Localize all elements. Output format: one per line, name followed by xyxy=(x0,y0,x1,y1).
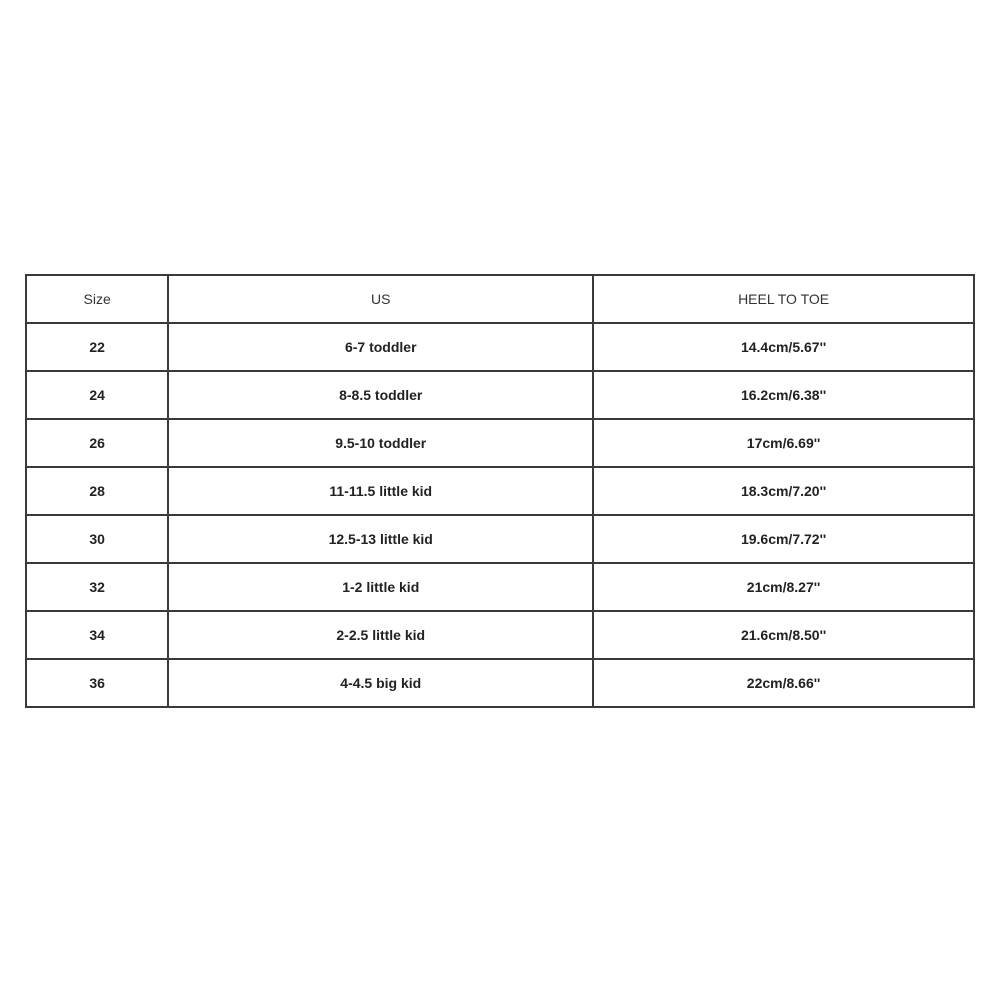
cell-heel-to-toe: 18.3cm/7.20'' xyxy=(593,467,974,515)
header-us: US xyxy=(168,275,593,323)
table-body xyxy=(26,323,974,707)
cell-us: 11-11.5 little kid xyxy=(168,467,593,515)
cell-size: 28 xyxy=(26,467,168,515)
cell-heel-to-toe: 14.4cm/5.67'' xyxy=(593,323,974,371)
table-row xyxy=(26,371,974,419)
cell-size: 22 xyxy=(26,323,168,371)
table-row xyxy=(26,563,974,611)
cell-heel-to-toe: 19.6cm/7.72'' xyxy=(593,515,974,563)
cell-us: 8-8.5 toddler xyxy=(168,371,593,419)
cell-size: 36 xyxy=(26,659,168,707)
header-row xyxy=(26,275,974,323)
cell-size: 32 xyxy=(26,563,168,611)
table-row xyxy=(26,467,974,515)
cell-heel-to-toe: 22cm/8.66'' xyxy=(593,659,974,707)
table-header xyxy=(26,275,974,323)
cell-us: 1-2 little kid xyxy=(168,563,593,611)
cell-heel-to-toe: 21.6cm/8.50'' xyxy=(593,611,974,659)
table-row xyxy=(26,659,974,707)
cell-us: 9.5-10 toddler xyxy=(168,419,593,467)
cell-us: 4-4.5 big kid xyxy=(168,659,593,707)
header-heel-to-toe: HEEL TO TOE xyxy=(593,275,974,323)
table-row xyxy=(26,611,974,659)
cell-heel-to-toe: 16.2cm/6.38'' xyxy=(593,371,974,419)
table-row xyxy=(26,419,974,467)
table-row xyxy=(26,323,974,371)
cell-heel-to-toe: 17cm/6.69'' xyxy=(593,419,974,467)
cell-us: 2-2.5 little kid xyxy=(168,611,593,659)
cell-size: 24 xyxy=(26,371,168,419)
cell-size: 34 xyxy=(26,611,168,659)
cell-size: 30 xyxy=(26,515,168,563)
cell-us: 12.5-13 little kid xyxy=(168,515,593,563)
cell-size: 26 xyxy=(26,419,168,467)
cell-heel-to-toe: 21cm/8.27'' xyxy=(593,563,974,611)
cell-us: 6-7 toddler xyxy=(168,323,593,371)
header-size: Size xyxy=(26,275,168,323)
size-chart-table xyxy=(25,274,975,708)
table-row xyxy=(26,515,974,563)
